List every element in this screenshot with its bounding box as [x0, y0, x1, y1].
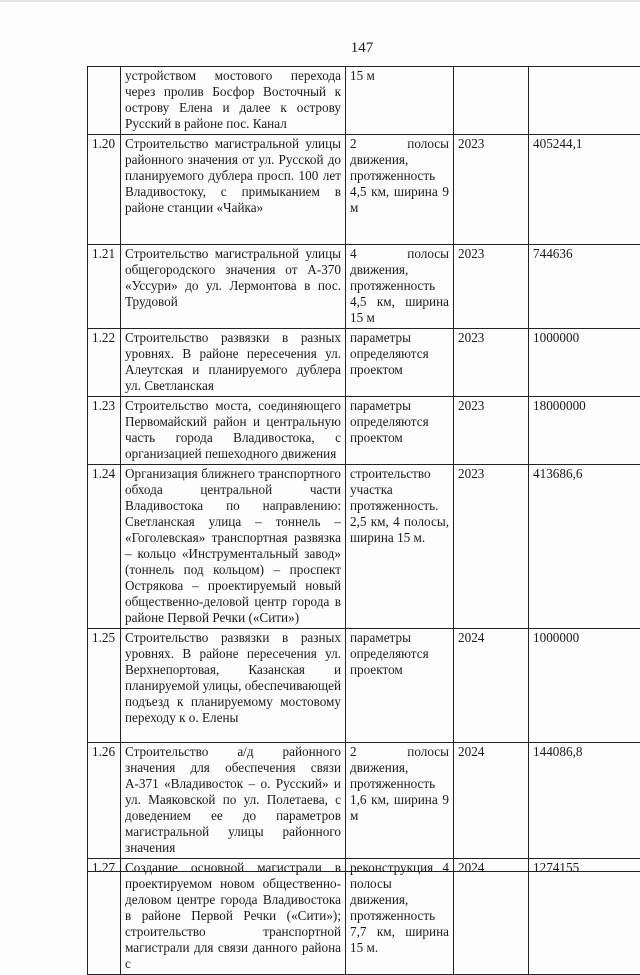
cost-cell: 405244,1 — [529, 135, 640, 245]
cost-cell: 18000000 — [529, 397, 640, 465]
scan-edge — [0, 0, 640, 2]
year-cell: 2024 — [454, 629, 529, 743]
parameters-cell: 15 м — [346, 67, 454, 135]
year-cell: 2023 — [454, 135, 529, 245]
description-cell: Строительство развязки в разных уровнях. В районе пересечения ул. Верхнепортовая, Казанская и планируемой улицы, обеспечивающей подъезд к планируемому мостовому переходу к о. Елены — [121, 629, 346, 743]
cost-cell: 144086,8 — [529, 743, 640, 859]
table-row — [88, 859, 640, 975]
table-row — [88, 397, 640, 465]
description-cell: Организация ближнего транспортного обхода центральной части Владивостока по направлению: Светланская улица – тоннель – «Гоголевская» транспортная развязка – кольцо «Инструментальный завод» (тоннель под кольцом) – проспект Острякова – проектируемый новый общественно-деловой центр города в районе Первой Речки («Сити») — [121, 465, 346, 629]
row-number-cell: 1.24 — [88, 465, 121, 629]
document-table — [87, 66, 640, 975]
parameters-cell: строительство участка протяженность. 2,5 км, 4 полосы, ширина 15 м. — [346, 465, 454, 629]
parameters-cell: 2 полосы движения, протяженность 1,6 км, ширина 9 м — [346, 743, 454, 859]
row-number-cell: 1.25 — [88, 629, 121, 743]
cost-cell: 1000000 — [529, 329, 640, 397]
table-bottom-edge — [87, 871, 640, 872]
page-number: 147 — [0, 40, 640, 57]
row-number-cell: 1.23 — [88, 397, 121, 465]
row-number-cell: 1.22 — [88, 329, 121, 397]
cost-cell: 1274155 — [529, 859, 640, 975]
cost-cell: 413686,6 — [529, 465, 640, 629]
year-cell: 2023 — [454, 397, 529, 465]
parameters-cell: 4 полосы движения, протяженность 4,5 км, ширина 15 м — [346, 245, 454, 329]
parameters-cell: 2 полосы движения, протяженность 4,5 км, ширина 9 м — [346, 135, 454, 245]
description-cell: Строительство магистральной улицы районного значения от ул. Русской до планируемого дублера просп. 100 лет Владивостоку, с примыканием в районе станции «Чайка» — [121, 135, 346, 245]
description-cell: Строительство моста, соединяющего Первомайский район и центральную часть города Владивостока, с организацией пешеходного движения — [121, 397, 346, 465]
table-row — [88, 245, 640, 329]
year-cell: 2023 — [454, 245, 529, 329]
description-cell: Строительство магистральной улицы общегородского значения от А-370 «Уссури» до ул. Лермонтова в пос. Трудовой — [121, 245, 346, 329]
description-cell: Строительство а/д районного значения для обеспечения связи А-371 «Владивосток – о. Русский» и ул. Маяковской по ул. Полетаева, с доведением ее до параметров магистральной улицы районного значения — [121, 743, 346, 859]
table-row — [88, 67, 640, 135]
description-cell: устройством мостового перехода через пролив Босфор Восточный к острову Елена и далее к острову Русский в районе пос. Канал — [121, 67, 346, 135]
table-body — [88, 67, 640, 975]
cost-cell: 1000000 — [529, 629, 640, 743]
table-row — [88, 329, 640, 397]
table-row — [88, 629, 640, 743]
parameters-cell: реконструкция 4 полосы движения, протяженность 7,7 км, ширина 15 м. — [346, 859, 454, 975]
parameters-cell: параметры определяются проектом — [346, 629, 454, 743]
year-cell: 2024 — [454, 743, 529, 859]
table-row — [88, 465, 640, 629]
row-number-cell: 1.21 — [88, 245, 121, 329]
parameters-cell: параметры определяются проектом — [346, 397, 454, 465]
row-number-cell: 1.27 — [88, 859, 121, 975]
cost-cell — [529, 67, 640, 135]
year-cell: 2023 — [454, 465, 529, 629]
description-cell: Строительство развязки в разных уровнях. В районе пересечения ул. Алеутская и планируемого дублера ул. Светланская — [121, 329, 346, 397]
row-number-cell — [88, 67, 121, 135]
description-cell: Создание основной магистрали в проектируемом новом общественно-деловом центре города Владивостока в районе Первой Речки («Сити»); строительство транспортной магистрали для связи данного района с — [121, 859, 346, 975]
table-row — [88, 135, 640, 245]
row-number-cell: 1.26 — [88, 743, 121, 859]
cost-cell: 744636 — [529, 245, 640, 329]
parameters-cell: параметры определяются проектом — [346, 329, 454, 397]
year-cell: 2024 — [454, 859, 529, 975]
year-cell — [454, 67, 529, 135]
table-row — [88, 743, 640, 859]
row-number-cell: 1.20 — [88, 135, 121, 245]
year-cell: 2023 — [454, 329, 529, 397]
